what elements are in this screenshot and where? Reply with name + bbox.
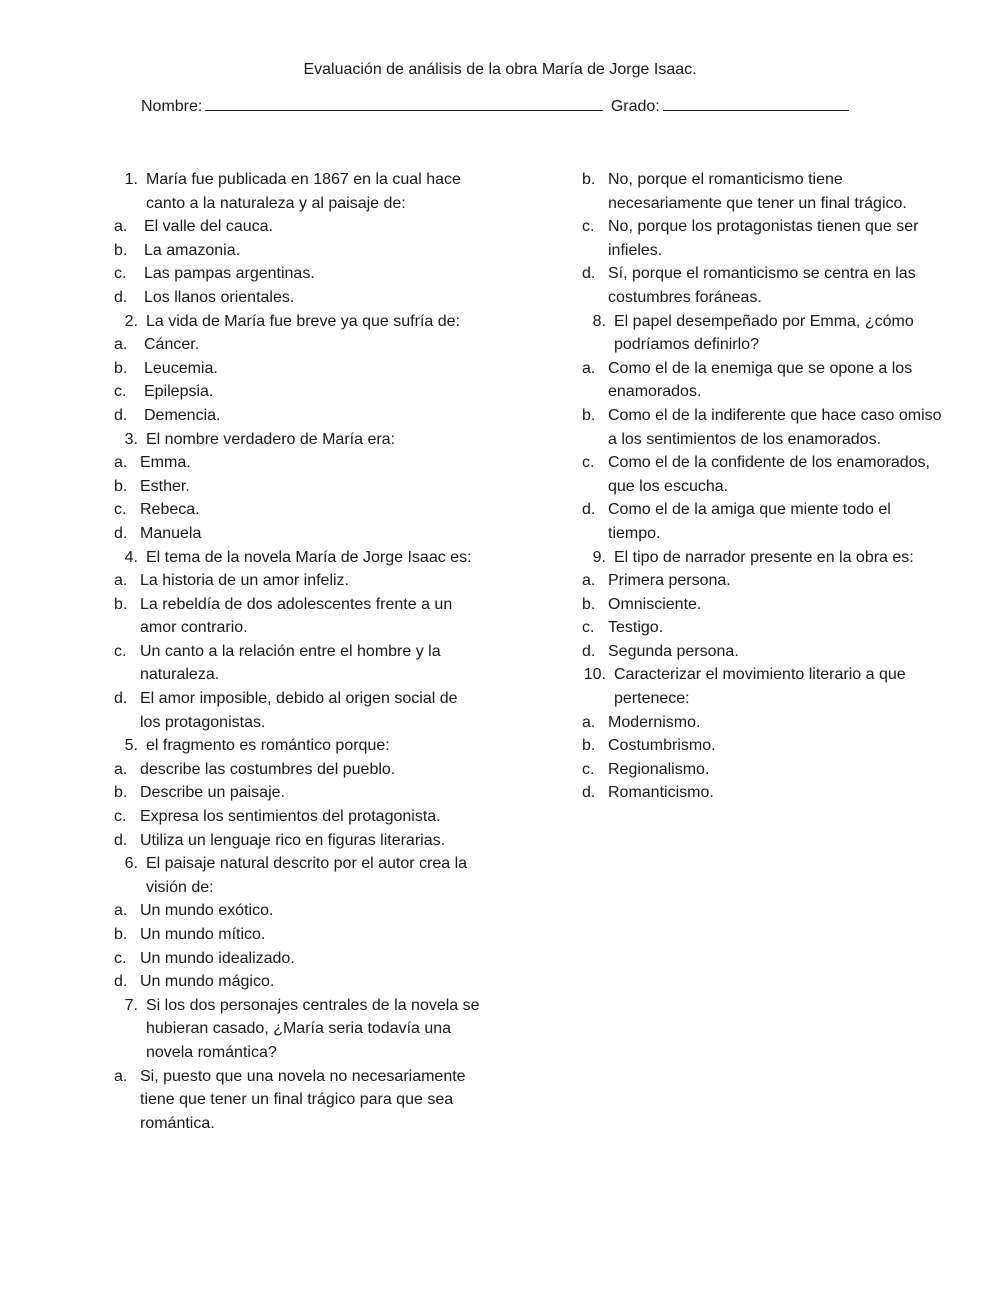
option-text: Utiliza un lenguaje rico en figuras literarias.: [140, 831, 446, 849]
option-text: La amazonia.: [144, 241, 241, 259]
question-number: 9.: [592, 548, 606, 566]
option-letter: a.: [114, 218, 128, 236]
option-8d[interactable]: [578, 498, 946, 545]
options-9: [578, 569, 946, 663]
options-6: [110, 899, 480, 993]
option-2d[interactable]: [110, 404, 480, 428]
option-text: Manuela: [140, 524, 202, 542]
option-letter: b.: [114, 926, 128, 943]
right-column: [578, 168, 946, 805]
option-4c[interactable]: [110, 640, 480, 687]
option-text: Los llanos orientales.: [144, 288, 295, 306]
left-column: [110, 168, 480, 1135]
option-letter: b.: [114, 595, 128, 613]
option-letter: c.: [582, 454, 595, 472]
option-3d[interactable]: [110, 522, 480, 546]
options-7-left: [110, 1065, 480, 1136]
question-number: 3.: [124, 430, 138, 448]
option-4b[interactable]: [110, 593, 480, 640]
option-text: Romanticismo.: [608, 784, 714, 802]
question-number: 8.: [592, 312, 606, 330]
question-7: [110, 994, 480, 1065]
option-letter: c.: [114, 808, 127, 826]
question-number: 5.: [124, 737, 138, 755]
question-9: [578, 546, 946, 570]
option-letter: a.: [114, 336, 128, 354]
grade-blank[interactable]: [663, 94, 849, 111]
question-text: La vida de María fue breve ya que sufría de:: [146, 312, 460, 330]
question-text: El paisaje natural descrito por el autor crea la visión de:: [146, 855, 468, 896]
option-6c[interactable]: [110, 947, 480, 971]
option-letter: d.: [114, 973, 128, 991]
option-letter: d.: [582, 501, 596, 519]
student-info-line: [141, 94, 852, 119]
options-1: [110, 215, 480, 309]
option-letter: a.: [114, 454, 128, 472]
option-text: describe las costumbres del pueblo.: [140, 760, 396, 778]
option-1c[interactable]: [110, 262, 480, 286]
option-text: Rebeca.: [140, 501, 200, 519]
option-text: Demencia.: [144, 406, 221, 424]
option-text: Modernismo.: [608, 713, 701, 731]
question-text: El tema de la novela María de Jorge Isaac es:: [146, 548, 472, 566]
option-text: Costumbrismo.: [608, 737, 716, 755]
option-1d[interactable]: [110, 286, 480, 310]
option-text: Cáncer.: [144, 336, 200, 354]
option-letter: c.: [582, 619, 595, 637]
option-letter: d.: [582, 642, 596, 660]
option-letter: d.: [114, 406, 128, 424]
option-letter: c.: [114, 265, 127, 283]
option-letter: b.: [114, 359, 128, 377]
option-text: Testigo.: [608, 619, 664, 637]
option-text: Como el de la indiferente que hace caso omiso a los sentimientos de los enamorados.: [608, 406, 942, 448]
option-text: Un mundo mítico.: [140, 926, 266, 943]
option-text: Si, puesto que una novela no necesariamente tiene que tener un final trágico para que sea romántica.: [140, 1067, 466, 1132]
option-5b[interactable]: [110, 781, 480, 805]
option-text: Esther.: [140, 477, 190, 495]
option-letter: a.: [114, 1067, 128, 1085]
option-text: Regionalismo.: [608, 760, 710, 778]
option-6d[interactable]: [110, 970, 480, 994]
option-8c[interactable]: [578, 451, 946, 498]
option-7a[interactable]: [110, 1065, 480, 1136]
option-letter: d.: [582, 784, 596, 802]
option-letter: c.: [582, 760, 595, 778]
options-10: [578, 711, 946, 805]
option-3c[interactable]: [110, 498, 480, 522]
option-text: Expresa los sentimientos del protagonista.: [140, 808, 441, 826]
option-letter: b.: [114, 784, 128, 802]
option-3b[interactable]: [110, 475, 480, 499]
option-1a[interactable]: [110, 215, 480, 239]
name-label: Nombre:: [141, 98, 203, 115]
option-letter: a.: [114, 902, 128, 920]
question-10: [578, 663, 946, 710]
question-text: Caracterizar el movimiento literario a que pertenece:: [614, 666, 906, 708]
options-3: [110, 451, 480, 545]
question-text: el fragmento es romántico porque:: [146, 737, 390, 755]
option-5c[interactable]: [110, 805, 480, 829]
option-text: Describe un paisaje.: [140, 784, 285, 802]
options-5: [110, 758, 480, 852]
option-text: Sí, porque el romanticismo se centra en las costumbres foráneas.: [608, 265, 916, 306]
option-letter: c.: [114, 642, 127, 660]
option-letter: c.: [114, 949, 127, 967]
question-6: [110, 852, 480, 899]
option-text: Emma.: [140, 454, 191, 472]
option-letter: d.: [114, 524, 128, 542]
options-2: [110, 333, 480, 427]
option-text: El amor imposible, debido al origen social de los protagonistas.: [140, 690, 458, 731]
option-7c[interactable]: [578, 215, 946, 262]
option-6a[interactable]: [110, 899, 480, 923]
option-text: Un canto a la relación entre el hombre y la naturaleza.: [140, 642, 441, 684]
option-text: Leucemia.: [144, 359, 218, 377]
option-3a[interactable]: [110, 451, 480, 475]
option-text: Como el de la amiga que miente todo el tiempo.: [608, 501, 891, 542]
name-blank[interactable]: [205, 94, 603, 111]
option-letter: a.: [582, 359, 596, 377]
option-text: No, porque el romanticismo tiene necesariamente que tener un final trágico.: [608, 171, 907, 212]
option-letter: d.: [114, 831, 128, 849]
option-text: Un mundo exótico.: [140, 902, 274, 920]
question-number: 2.: [124, 312, 138, 330]
option-letter: c.: [114, 501, 127, 519]
question-8: [578, 310, 946, 357]
option-text: Las pampas argentinas.: [144, 265, 315, 283]
option-2a[interactable]: [110, 333, 480, 357]
option-8b[interactable]: [578, 404, 946, 451]
option-9b[interactable]: [578, 593, 946, 617]
option-text: Como el de la confidente de los enamorados, que los escucha.: [608, 454, 930, 495]
option-letter: d.: [114, 690, 128, 708]
option-letter: b.: [582, 406, 596, 424]
option-letter: c.: [582, 218, 595, 236]
option-letter: b.: [582, 171, 596, 188]
option-10b[interactable]: [578, 734, 946, 758]
question-text: María fue publicada en 1867 en la cual hace canto a la naturaleza y al paisaje de:: [146, 171, 461, 212]
option-text: El valle del cauca.: [144, 218, 273, 236]
question-number: 7.: [124, 996, 138, 1014]
option-10a[interactable]: [578, 711, 946, 735]
option-text: Epilepsia.: [144, 383, 214, 401]
option-4d[interactable]: [110, 687, 480, 734]
option-text: Un mundo mágico.: [140, 973, 275, 991]
option-text: Como el de la enemiga que se opone a los enamorados.: [608, 359, 913, 401]
option-7b[interactable]: [578, 168, 946, 215]
option-6b[interactable]: [110, 923, 480, 947]
question-4: [110, 546, 480, 570]
option-text: Omnisciente.: [608, 595, 702, 613]
option-letter: c.: [114, 383, 127, 401]
question-5: [110, 734, 480, 758]
option-8a[interactable]: [578, 357, 946, 404]
option-letter: a.: [114, 760, 128, 778]
question-text: El tipo de narrador presente en la obra es:: [614, 548, 914, 566]
question-text: El nombre verdadero de María era:: [146, 430, 396, 448]
options-8: [578, 357, 946, 546]
options-7-right: [578, 168, 946, 310]
option-9c[interactable]: [578, 616, 946, 640]
page-title: Evaluación de análisis de la obra María de Jorge Isaac.: [303, 61, 697, 78]
option-10c[interactable]: [578, 758, 946, 782]
option-text: La historia de un amor infeliz.: [140, 572, 349, 590]
option-letter: b.: [114, 477, 128, 495]
option-letter: a.: [582, 572, 596, 590]
option-letter: d.: [114, 288, 128, 306]
option-text: Primera persona.: [608, 572, 731, 590]
option-text: No, porque los protagonistas tienen que ser infieles.: [608, 218, 919, 259]
question-number: 6.: [124, 855, 138, 873]
question-number: 4.: [124, 548, 138, 566]
options-4: [110, 569, 480, 734]
option-letter: b.: [582, 595, 596, 613]
option-2b[interactable]: [110, 357, 480, 381]
option-2c[interactable]: [110, 380, 480, 404]
option-9d[interactable]: [578, 640, 946, 664]
option-text: Segunda persona.: [608, 642, 739, 660]
question-2: [110, 310, 480, 334]
question-3: [110, 428, 480, 452]
question-number: 10.: [583, 666, 606, 684]
option-4a[interactable]: [110, 569, 480, 593]
option-5d[interactable]: [110, 829, 480, 853]
option-10d[interactable]: [578, 781, 946, 805]
question-text: El papel desempeñado por Emma, ¿cómo podríamos definirlo?: [614, 312, 914, 354]
option-5a[interactable]: [110, 758, 480, 782]
option-7d[interactable]: [578, 262, 946, 309]
option-letter: b.: [114, 241, 128, 259]
option-text: Un mundo idealizado.: [140, 949, 295, 967]
question-1: [110, 168, 480, 215]
option-9a[interactable]: [578, 569, 946, 593]
question-text: Si los dos personajes centrales de la novela se hubieran casado, ¿María seria todavía una novela romántica?: [146, 996, 480, 1061]
option-letter: d.: [582, 265, 596, 283]
grade-label: Grado:: [610, 98, 660, 115]
question-number: 1.: [124, 171, 138, 188]
option-text: La rebeldía de dos adolescentes frente a un amor contrario.: [140, 595, 453, 637]
option-letter: a.: [582, 713, 596, 731]
option-1b[interactable]: [110, 239, 480, 263]
option-letter: b.: [582, 737, 596, 755]
option-letter: a.: [114, 572, 128, 590]
